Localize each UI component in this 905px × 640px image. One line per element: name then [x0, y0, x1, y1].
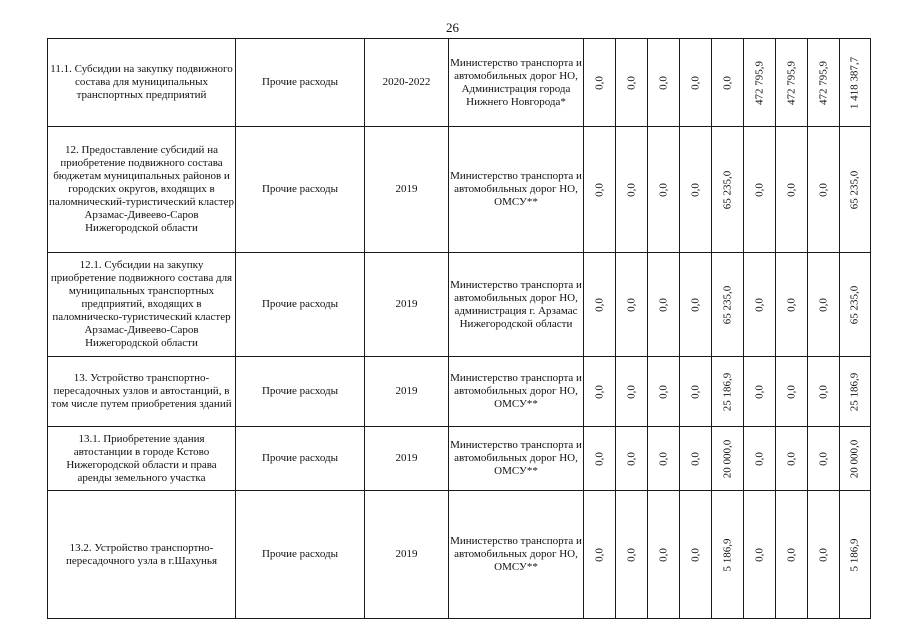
period-cell: 2019 — [365, 491, 449, 619]
value-cell — [680, 427, 712, 491]
value-cell — [648, 127, 680, 253]
value-cell — [584, 427, 616, 491]
value-text: 25 186,9 — [848, 372, 861, 411]
value-cell — [648, 427, 680, 491]
value-text: 0,0 — [817, 547, 829, 562]
value-text: 5 186,9 — [721, 538, 733, 571]
value-cell — [744, 39, 776, 127]
value-text: 0,0 — [753, 547, 765, 562]
value-cell — [712, 127, 744, 253]
executor-cell: Министерство транспорта и автомобильных дорог НО, ОМСУ** — [449, 357, 584, 427]
value-cell — [680, 491, 712, 619]
value-cell — [808, 427, 840, 491]
value-cell — [616, 127, 648, 253]
value-text: 0,0 — [657, 451, 669, 466]
value-text: 0,0 — [689, 547, 701, 562]
expense-type-cell: Прочие расходы — [236, 491, 365, 619]
value-cell — [584, 357, 616, 427]
value-text: 65 235,0 — [848, 170, 861, 209]
value-text: 0,0 — [625, 451, 637, 466]
value-cell — [808, 491, 840, 619]
value-cell — [648, 491, 680, 619]
value-text: 0,0 — [593, 384, 605, 399]
value-text: 25 186,9 — [721, 372, 733, 411]
value-cell — [744, 491, 776, 619]
value-cell — [776, 491, 808, 619]
value-text: 20 000,0 — [848, 439, 861, 478]
value-text: 0,0 — [689, 297, 701, 312]
value-cell — [744, 127, 776, 253]
value-cell — [584, 39, 616, 127]
value-text: 0,0 — [657, 182, 669, 197]
executor-cell: Министерство транспорта и автомобильных дорог НО, ОМСУ** — [449, 127, 584, 253]
value-text: 1 418 387,7 — [848, 56, 861, 109]
value-cell — [776, 357, 808, 427]
value-text: 0,0 — [785, 182, 797, 197]
value-text: 0,0 — [689, 384, 701, 399]
table-row — [48, 127, 871, 253]
value-cell — [712, 427, 744, 491]
program-table — [47, 38, 871, 619]
value-text: 0,0 — [625, 547, 637, 562]
table-row — [48, 253, 871, 357]
value-cell — [776, 127, 808, 253]
expense-type-cell: Прочие расходы — [236, 127, 365, 253]
value-cell — [776, 253, 808, 357]
period-cell: 2019 — [365, 427, 449, 491]
value-cell — [840, 491, 871, 619]
value-cell — [776, 39, 808, 127]
value-text: 0,0 — [657, 547, 669, 562]
value-cell — [616, 427, 648, 491]
expense-type-cell: Прочие расходы — [236, 357, 365, 427]
value-text: 0,0 — [785, 297, 797, 312]
value-text: 0,0 — [593, 182, 605, 197]
value-text: 0,0 — [817, 182, 829, 197]
value-text: 0,0 — [753, 182, 765, 197]
value-text: 65 235,0 — [848, 285, 861, 324]
executor-cell: Министерство транспорта и автомобильных дорог НО, ОМСУ** — [449, 491, 584, 619]
value-text: 0,0 — [625, 182, 637, 197]
value-text: 0,0 — [657, 384, 669, 399]
value-text: 0,0 — [753, 451, 765, 466]
value-cell — [808, 253, 840, 357]
value-cell — [584, 253, 616, 357]
value-cell — [808, 357, 840, 427]
value-cell — [744, 427, 776, 491]
table-row — [48, 491, 871, 619]
row-name-cell: 13. Устройство транспортно-пересадочных узлов и автостанций, в том числе путем приобретения зданий — [48, 357, 236, 427]
expense-type-cell: Прочие расходы — [236, 39, 365, 127]
value-text: 472 795,9 — [753, 60, 765, 105]
value-cell — [712, 357, 744, 427]
value-text: 0,0 — [785, 451, 797, 466]
value-cell — [616, 253, 648, 357]
value-text: 0,0 — [817, 384, 829, 399]
value-text: 0,0 — [625, 75, 637, 90]
value-cell — [712, 253, 744, 357]
value-cell — [616, 39, 648, 127]
value-text: 0,0 — [785, 547, 797, 562]
value-text: 0,0 — [657, 75, 669, 90]
row-name-cell: 12.1. Субсидии на закупку приобретение подвижного состава для муниципальных транспортных предприятий, входящих в паломническо-туристический кластер Арзамас-Дивеево-Саров Нижегородской области — [48, 253, 236, 357]
value-text: 0,0 — [753, 297, 765, 312]
value-cell — [840, 357, 871, 427]
value-cell — [616, 491, 648, 619]
table-row — [48, 357, 871, 427]
row-name-cell: 13.2. Устройство транспортно-пересадочного узла в г.Шахунья — [48, 491, 236, 619]
value-cell — [584, 491, 616, 619]
value-text: 0,0 — [721, 75, 733, 90]
value-cell — [840, 427, 871, 491]
value-text: 0,0 — [625, 384, 637, 399]
value-text: 20 000,0 — [721, 439, 733, 478]
expense-type-cell: Прочие расходы — [236, 427, 365, 491]
value-text: 5 186,9 — [848, 538, 861, 571]
value-text: 0,0 — [689, 75, 701, 90]
value-text: 0,0 — [689, 451, 701, 466]
value-cell — [712, 491, 744, 619]
value-text: 0,0 — [625, 297, 637, 312]
value-text: 0,0 — [593, 451, 605, 466]
value-cell — [648, 253, 680, 357]
row-name-cell: 12. Предоставление субсидий на приобретение подвижного состава бюджетам муниципальных районов и городских округов, входящих в паломнический-туристический кластер Арзамас-Дивеево-Саров Нижегородской области — [48, 127, 236, 253]
value-text: 0,0 — [657, 297, 669, 312]
value-cell — [648, 357, 680, 427]
value-text: 472 795,9 — [785, 60, 797, 105]
value-text: 65 235,0 — [721, 170, 733, 209]
value-cell — [584, 127, 616, 253]
value-text: 472 795,9 — [817, 60, 829, 105]
value-text: 0,0 — [785, 384, 797, 399]
period-cell: 2019 — [365, 127, 449, 253]
value-cell — [680, 253, 712, 357]
value-text: 65 235,0 — [721, 285, 733, 324]
value-cell — [616, 357, 648, 427]
value-cell — [744, 357, 776, 427]
table-row — [48, 39, 871, 127]
value-text: 0,0 — [753, 384, 765, 399]
table-row — [48, 427, 871, 491]
value-cell — [808, 39, 840, 127]
value-cell — [840, 127, 871, 253]
value-text: 0,0 — [593, 297, 605, 312]
executor-cell: Министерство транспорта и автомобильных дорог НО, Администрация города Нижнего Новгорода* — [449, 39, 584, 127]
executor-cell: Министерство транспорта и автомобильных дорог НО, администрация г. Арзамас Нижегородской области — [449, 253, 584, 357]
row-name-cell: 13.1. Приобретение здания автостанции в городе Кстово Нижегородской области и права аренды земельного участка — [48, 427, 236, 491]
value-cell — [680, 357, 712, 427]
value-cell — [648, 39, 680, 127]
period-cell: 2020-2022 — [365, 39, 449, 127]
value-cell — [840, 253, 871, 357]
value-cell — [680, 39, 712, 127]
expense-type-cell: Прочие расходы — [236, 253, 365, 357]
value-cell — [776, 427, 808, 491]
page-number: 26 — [446, 20, 459, 35]
value-text: 0,0 — [817, 297, 829, 312]
period-cell: 2019 — [365, 253, 449, 357]
value-cell — [712, 39, 744, 127]
value-cell — [680, 127, 712, 253]
table-body — [48, 39, 871, 619]
value-cell — [808, 127, 840, 253]
value-text: 0,0 — [817, 451, 829, 466]
period-cell: 2019 — [365, 357, 449, 427]
value-text: 0,0 — [689, 182, 701, 197]
executor-cell: Министерство транспорта и автомобильных дорог НО, ОМСУ** — [449, 427, 584, 491]
value-cell — [840, 39, 871, 127]
value-cell — [744, 253, 776, 357]
value-text: 0,0 — [593, 547, 605, 562]
row-name-cell: 11.1. Субсидии на закупку подвижного состава для муниципальных транспортных предприятий — [48, 39, 236, 127]
value-text: 0,0 — [593, 75, 605, 90]
